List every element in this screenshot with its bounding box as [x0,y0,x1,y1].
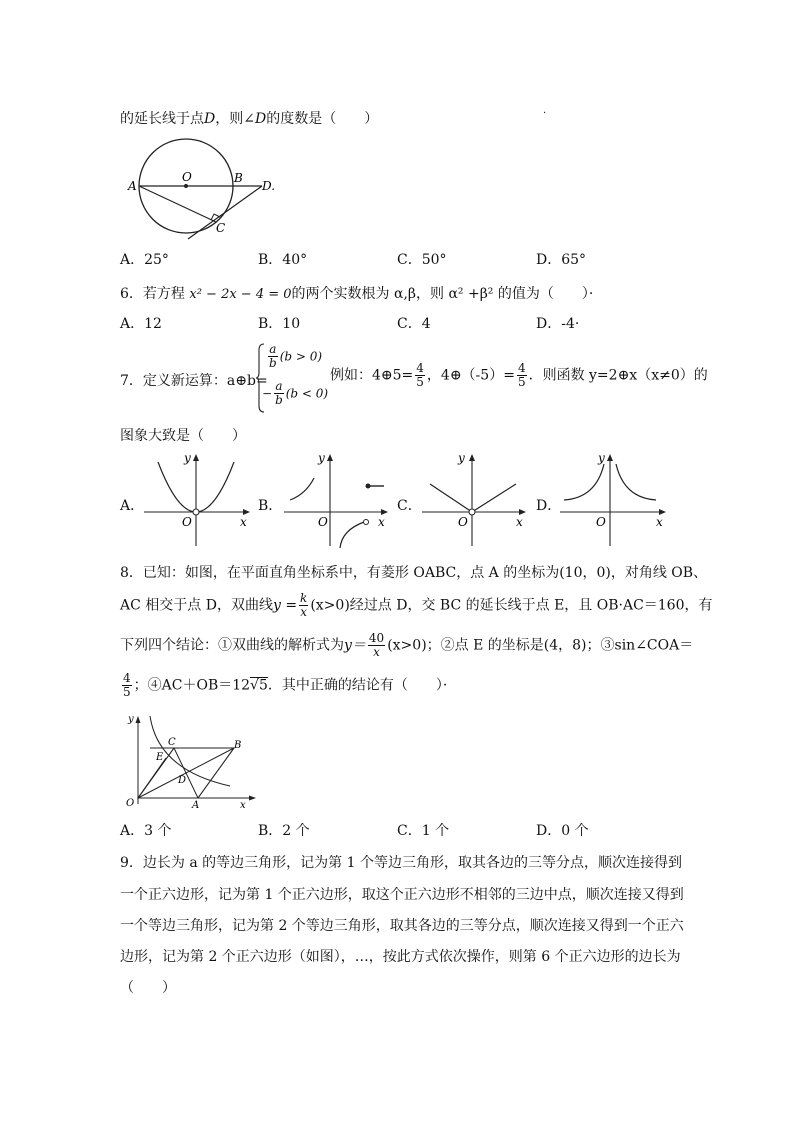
svg-text:A: A [192,800,200,810]
svg-text:y: y [458,451,465,465]
q6-option-d: D．-4· [536,316,580,332]
q9-line2: 一个正六边形，记为第 1 个正六边形，取这个正六边形不相邻的三边中点，顺次连接又得到 [120,887,684,903]
q8-option-d: D．0 个 [536,823,589,839]
q7-lead: 7．定义新运算：a⊕b= [120,373,268,389]
svg-text:x: x [240,515,247,529]
center-dot [184,184,188,188]
svg-text:B: B [234,740,242,751]
q7-option-b-letter: B． [258,498,283,514]
q9-line3: 一个等边三角形，记为第 2 个等边三角形，取其各边的三等分点，顺次连接又得到一个正六 [120,918,684,934]
q5-circle-figure [120,135,290,245]
label-o: O [182,170,192,184]
q7-case-2: − $\frac{a}{b}$ (b < 0) [262,379,329,407]
diagonal-ac [174,748,198,798]
label-d: D. [262,179,276,193]
q7-graph-d [556,450,670,550]
q7-graph-c [418,450,530,550]
svg-text:O: O [318,515,328,529]
q7-example: 例如：4⊕5= $\frac{4}{5}$ ，4⊕（-5）= $\frac{4}{5}$ ．则函数 y=2⊕x（x≠0）的 [330,361,708,389]
q5-option-b: B．40° [258,252,308,268]
label-a: A [128,179,137,193]
hyperbola-curve [150,716,230,786]
label-b: B [234,171,243,185]
q6-option-c: C．4 [397,316,431,332]
q8-line2: AC 相交于点 D，双曲线y = $\frac{k}{x}$ (x>0)经过点 D，交 BC 的延长线于点 E，且 OB·AC＝160，有 [120,591,713,619]
q9-line4: 边形，记为第 2 个正六边形（如图），…，按此方式依次操作，则第 6 个正六边形的边长为 [120,949,681,965]
q5-stem: 的延长线于点D，则∠D的度数是（ ） [120,111,379,127]
svg-text:O: O [596,515,606,529]
svg-text:O: O [458,515,468,529]
svg-text:y: y [128,714,134,725]
svg-text:y: y [184,451,191,465]
q8-line1: 8．已知：如图，在平面直角坐标系中，有菱形 OABC，点 A 的坐标为(10，0)，对角线 OB、 [120,565,708,581]
q9-line1: 9．边长为 a 的等边三角形，记为第 1 个等边三角形，取其各边的三等分点，顺次连接得到 [120,855,682,871]
label-c: C [216,221,226,235]
q8-option-b: B．2 个 [258,823,310,839]
q7-option-a-letter: A． [120,498,145,514]
q5-option-a: A．25° [120,252,169,268]
q7-line2: 图象大致是（ ） [120,428,246,444]
q7-case-1: $\frac{a}{b}$ (b > 0) [269,342,323,370]
svg-text:C: C [168,737,176,748]
q7-option-c-letter: C． [397,498,422,514]
q8-line3: 下列四个结论：①双曲线的解析式为y＝ $\frac{40}{x}$ (x>0)；②点 E 的坐标是(4，8)；③sin∠COA＝ [120,631,694,659]
q7-graph-a [140,450,252,550]
q8-line4: $\frac{4}{5}$ ；④AC＋OB＝12√5．其中正确的结论有（ ）· [123,671,448,699]
svg-text:x: x [656,515,663,529]
svg-text:x: x [378,515,385,529]
q8-option-a: A．3 个 [120,823,172,839]
q7-option-d-letter: D． [536,498,562,514]
q6-stem: 6．若方程 x² − 2x − 4 = 0的两个实数根为 α,β，则 α² +β² 的值为（ ）· [120,286,594,302]
q5-option-c: C．50° [397,252,447,268]
svg-text:O: O [182,515,192,529]
svg-text:O: O [126,798,135,809]
q8-option-c: C．1 个 [397,823,450,839]
svg-text:D: D [178,775,187,786]
svg-text:y: y [598,451,605,465]
right-branch [340,522,364,548]
svg-text:y: y [318,451,325,465]
q6-option-a: A．12 [120,316,162,332]
q7-graph-b [280,450,392,550]
q5-option-d: D．65° [536,252,587,268]
svg-text:x: x [516,515,523,529]
svg-text:x: x [240,800,246,810]
left-branch [290,478,314,500]
svg-text:E: E [156,752,164,763]
q8-rhombus-figure [120,710,260,810]
q9-line5: （ ） [120,980,176,996]
q6-option-b: B．10 [258,316,301,332]
stray-dot: · [543,108,547,119]
